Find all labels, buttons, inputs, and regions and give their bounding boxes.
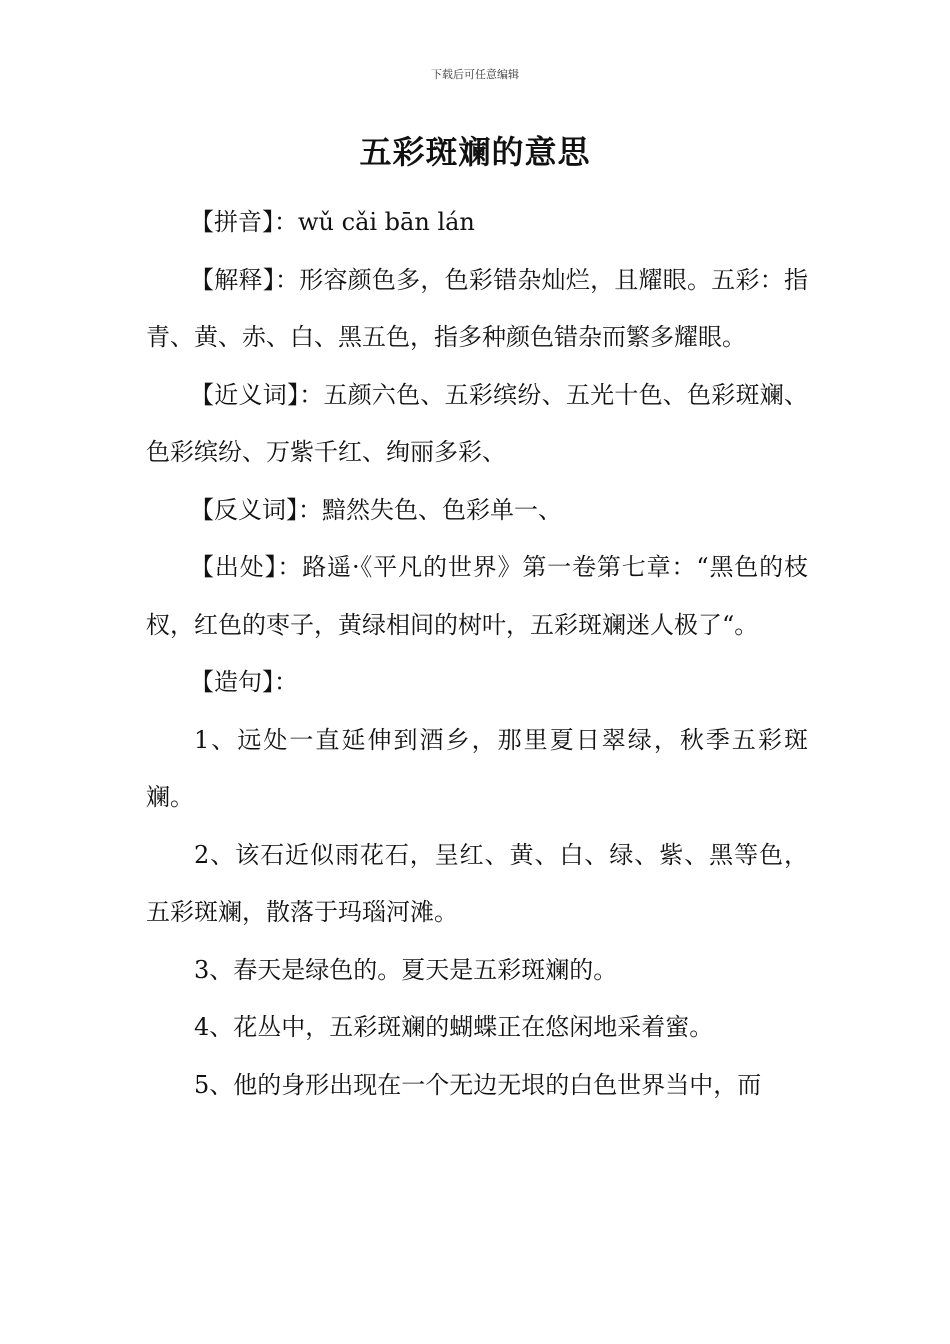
example-sentence-5: 5、他的身形出现在一个无边无垠的白色世界当中，而	[194, 1070, 762, 1099]
example-sentence-4: 4、花丛中，五彩斑斓的蝴蝶正在悠闲地采着蜜。	[194, 1013, 714, 1041]
source-paragraph	[146, 539, 808, 654]
pinyin-paragraph	[146, 194, 808, 252]
example-sentence-2: 2、该石近似雨花石，呈红、黄、白、绿、紫、黑等色，五彩斑斓，散落于玛瑙河滩。	[146, 840, 808, 926]
document-body	[146, 194, 808, 1114]
examples-label: 【造句】：	[190, 668, 298, 696]
source-text: 路遥·《平凡的世界》第一卷第七章：“黑色的枝杈，红色的枣子，黄绿相间的树叶，五彩斑斓迷人极了“。	[146, 553, 808, 639]
example-sentence-1: 1、远处一直延伸到酒乡，那里夏日翠绿，秋季五彩斑斓。	[146, 725, 808, 811]
page-title: 五彩斑斓的意思	[359, 133, 591, 171]
source-label: 【出处】：	[190, 553, 303, 581]
synonyms-label: 【近义词】：	[190, 380, 324, 409]
antonyms-paragraph	[146, 482, 808, 540]
example-sentence-3: 3、春天是绿色的。夏天是五彩斑斓的。	[194, 955, 618, 984]
examples-heading	[146, 654, 808, 712]
meaning-label: 【解释】：	[190, 265, 300, 294]
antonyms-label: 【反义词】：	[190, 495, 322, 524]
meaning-text: 形容颜色多，色彩错杂灿烂，且耀眼。五彩：指青、黄、赤、白、黑五色，指多种颜色错杂而繁多耀眼。	[146, 265, 809, 351]
synonyms-paragraph	[146, 367, 808, 482]
pinyin-text: wǔ cǎi bān lán	[298, 208, 475, 236]
example-sentences	[146, 712, 808, 1115]
synonyms-text: 五颜六色、五彩缤纷、五光十色、色彩斑斓、色彩缤纷、万紫千红、绚丽多彩、	[146, 380, 809, 466]
antonyms-text: 黯然失色、色彩单一、	[322, 495, 562, 524]
header-note: 下载后可任意编辑	[431, 68, 519, 81]
meaning-paragraph	[146, 252, 808, 367]
pinyin-label: 【拼音】：	[190, 208, 298, 236]
